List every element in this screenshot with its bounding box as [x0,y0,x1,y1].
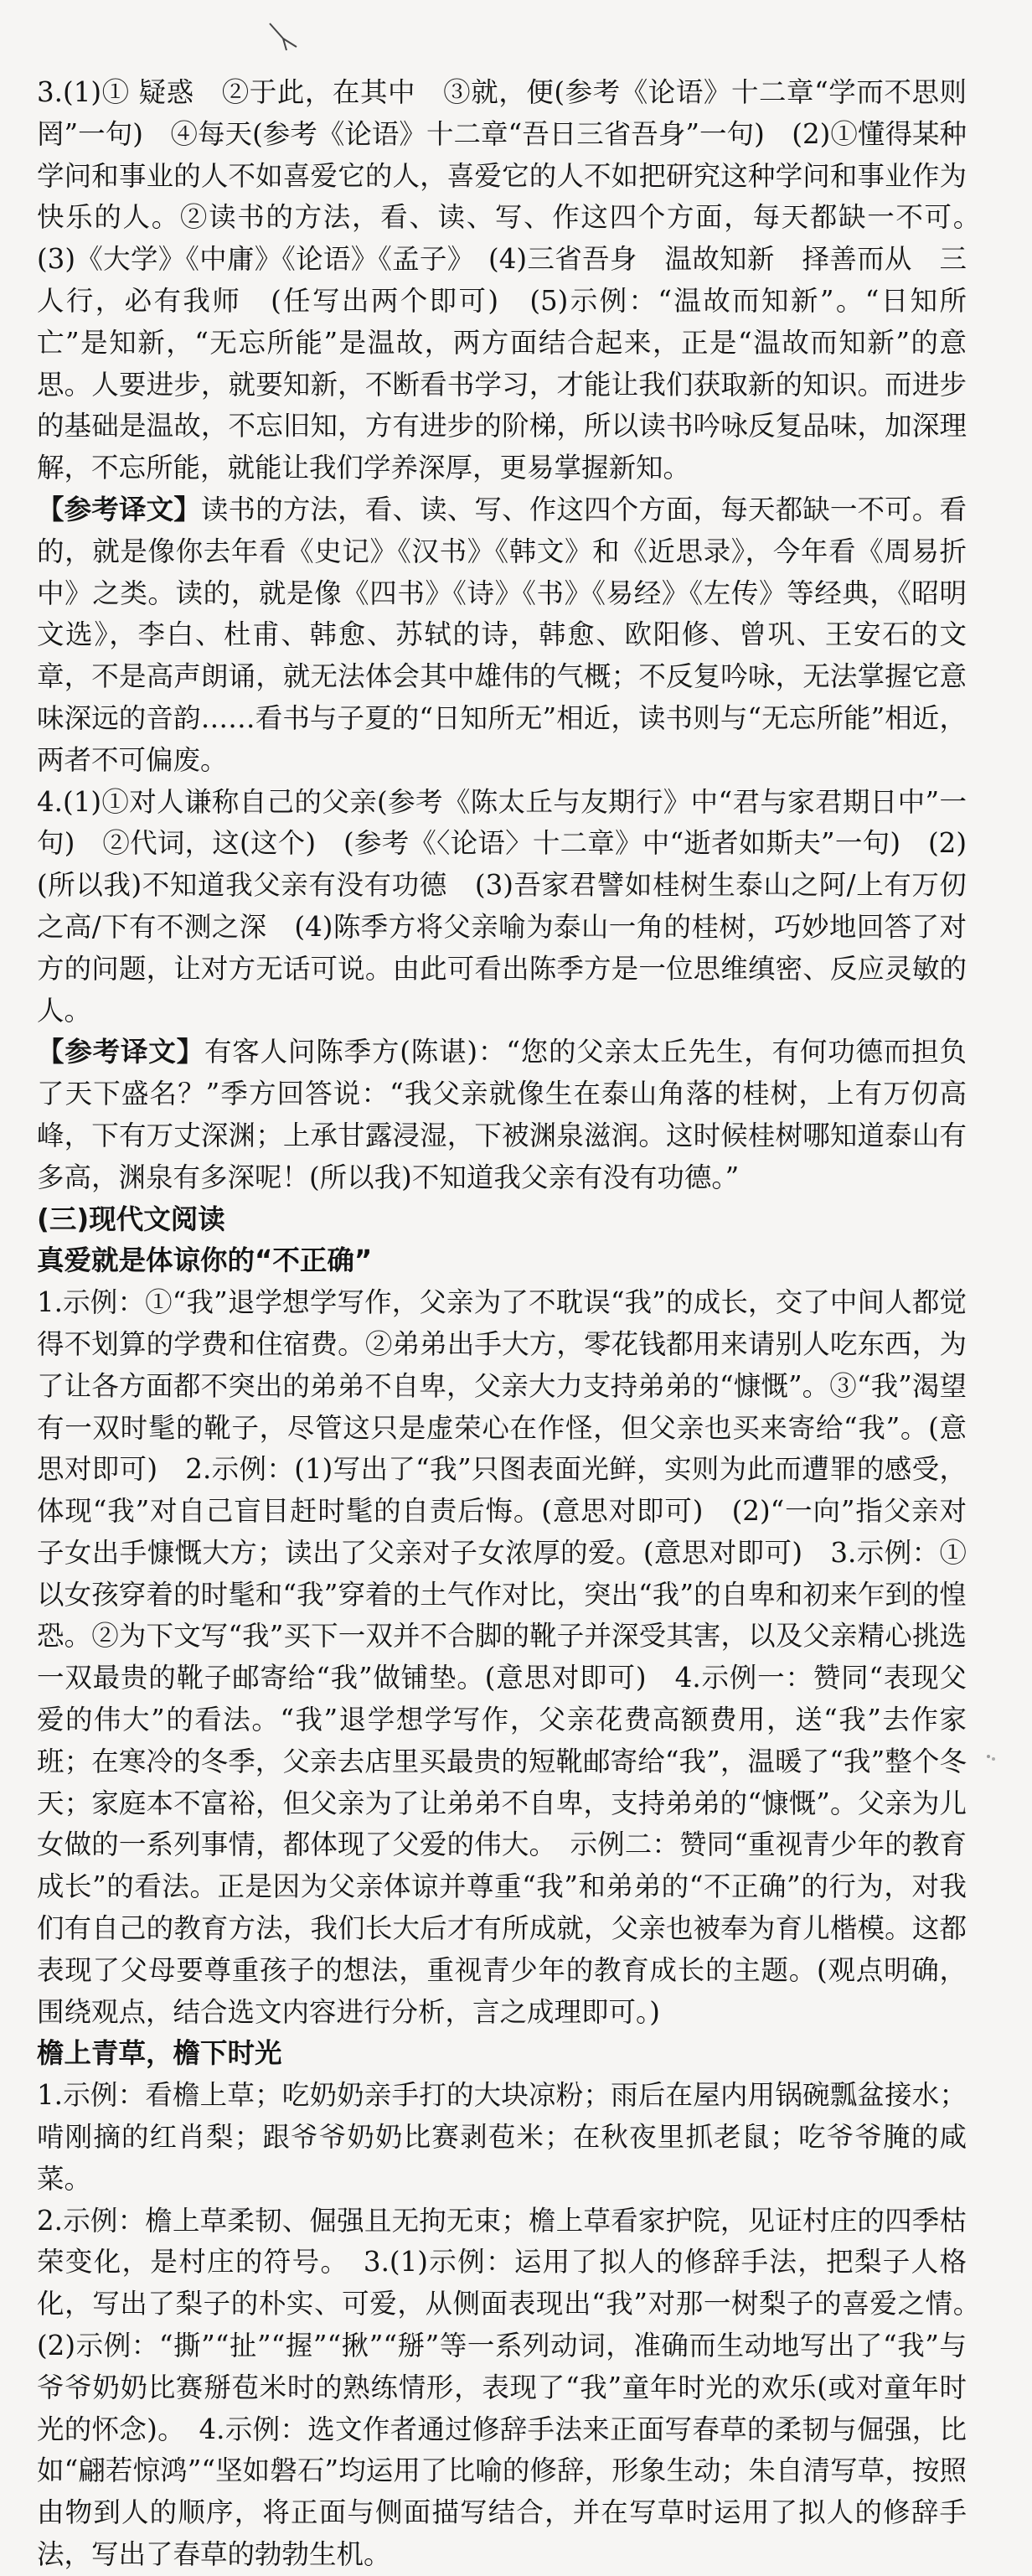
answer-page [37,72,994,2576]
answer-q4 [37,782,967,1032]
article-2-answers-rest [37,2201,994,2576]
translation-2-text: 有客人问陈季方(陈谌)：“您的父亲太丘先生，有何功德而担负了天下盛名？”季方回答说：“我父亲就像生在泰山角落的桂树，上有万仞高峰，下有万丈深渊；上承甘露浸湿，下被渊泉滋润。这时候桂树哪知道泰山有多高，渊泉有多深呢！(所以我)不知道我父亲有没有功德。” [37,1036,967,1193]
translation-label: 【参考译文】 [37,493,201,525]
answer-q3 [37,72,994,489]
translation-2 [37,1032,967,1198]
article-title-1: 真爱就是体谅你的“不正确” [37,1244,373,1277]
section-heading: (三)现代文阅读 [37,1203,225,1235]
article-1-answers [37,1282,967,2033]
article-2-answers-rest-text: 2.示例：檐上草柔韧、倔强且无拘无束；檐上草看家护院，见证村庄的四季枯荣变化，是村庄的符号。 3.(1)示例：运用了拟人的修辞手法，把梨子人格化，写出了梨子的朴实、可爱，从侧面表现出“我”对那一树梨子的喜爱之情。 (2)示例：“撕”“扯”“握”“揪”“掰”等一系列动词，准确而生动地写出了“我”与爷爷奶奶比赛掰苞米时的熟练情形，表现了“我”童年时光的欢乐(或对童年时光的怀念)。 4.示例：选文作者通过修辞手法来正面写春草的柔韧与倔强，比如“翩若惊鸿”“坚如磐石”均运用了比喻的修辞，形象生动；朱自清写草，按照由物到人的顺序，将正面与侧面描写结合，并在写草时运用了拟人的修辞手法，写出了春草的勃勃生机。 [37,2204,994,2571]
answer-q3-text: 3.(1)① 疑惑 ②于此，在其中 ③就，便(参考《论语》十二章“学而不思则罔”一句) ④每天(参考《论语》十二章“吾日三省吾身”一句) (2)①懂得某种学问和事业的人不如喜爱它的人，喜爱它的人不如把研究这种学问和事业作为快乐的人。②读书的方法，看、读、写、作这四个方面，每天都缺一不可。 (3)《大学》《中庸》《论语》《孟子》 (4)三省吾身 温故知新 择善而从 三人行，必有我师 (任写出两个即可) (5)示例：“温故而知新”。“日知所亡”是知新，“无忘所能”是温故，两方面结合起来，正是“温故而知新”的意思。人要进步，就要知新，不断看书学习，才能让我们获取新的知识。而进步的基础是温故，不忘旧知，方有进步的阶梯，所以读书吟咏反复品味，加深理解，不忘所能，就能让我们学养深厚，更易掌握新知。 [37,76,994,484]
article-2-answer-1 [37,2075,967,2200]
translation-1-text: 读书的方法，看、读、写、作这四个方面，每天都缺一不可。看的，就是像你去年看《史记》《汉书》《韩文》和《近思录》，今年看《周易折中》之类。读的，就是像《四书》《诗》《书》《易经》《左传》等经典，《昭明文选》，李白、杜甫、韩愈、苏轼的诗，韩愈、欧阳修、曾巩、王安石的文章，不是高声朗诵，就无法体会其中雄伟的气概；不反复吟咏，无法掌握它意味深远的音韵……看书与子夏的“日知所无”相近，读书则与“无忘所能”相近，两者不可偏废。 [37,493,967,776]
translation-1 [37,489,967,782]
article-1-answers-text: 1.示例：①“我”退学想学写作，父亲为了不耽误“我”的成长，交了中间人都觉得不划算的学费和住宿费。②弟弟出手大方，零花钱都用来请别人吃东西，为了让各方面都不突出的弟弟不自卑，父亲大力支持弟弟的“慷慨”。③“我”渴望有一双时髦的靴子，尽管这只是虚荣心在作怪，但父亲也买来寄给“我”。(意思对即可) 2.示例：(1)写出了“我”只图表面光鲜，实则为此而遭罪的感受，体现“我”对自己盲目赶时髦的自责后悔。(意思对即可) (2)“一向”指父亲对子女出手慷慨大方；读出了父亲对子女浓厚的爱。(意思对即可) 3.示例：①以女孩穿着的时髦和“我”穿着的土气作对比，突出“我”的自卑和初来乍到的惶恐。②为下文写“我”买下一双并不合脚的靴子并深受其害，以及父亲精心挑选一双最贵的靴子邮寄给“我”做铺垫。(意思对即可) 4.示例一：赞同“表现父爱的伟大”的看法。“我”退学想学写作，父亲花费高额费用，送“我”去作家班；在寒冷的冬季，父亲去店里买最贵的短靴邮寄给“我”，温暖了“我”整个冬天；家庭本不富裕，但父亲为了让弟弟不自卑，支持弟弟的“慷慨”。父亲为儿女做的一系列事情，都体现了父爱的伟大。 示例二：赞同“重视青少年的教育成长”的看法。正是因为父亲体谅并尊重“我”和弟弟的“不正确”的行为，对我们有自己的教育方法，我们长大后才有所成就，父亲也被奉为育儿楷模。这都表现了父母要尊重孩子的想法，重视青少年的教育成长的主题。(观点明确，围绕观点，结合选文内容进行分析，言之成理即可。) [37,1286,967,2028]
scan-mark [266,22,300,54]
translation-label: 【参考译文】 [37,1036,204,1068]
answer-q4-text: 4.(1)①对人谦称自己的父亲(参考《陈太丘与友期行》中“君与家君期日中”一句) ②代词，这(这个) (参考《〈论语〉十二章》中“逝者如斯夫”一句) (2)(所以我)不知道我父亲有没有功德 (3)吾家君譬如桂树生泰山之阿/上有万仞之高/下有不测之深 (4)陈季方将父亲喻为泰山一角的桂树，巧妙地回答了对方的问题，让对方无话可说。由此可看出陈季方是一位思维缜密、反应灵敏的人。 [37,785,967,1027]
margin-speck [985,1753,997,1763]
article-title-2: 檐上青草，檐下时光 [37,2037,282,2070]
article-2-answer-1-text: 1.示例：看檐上草；吃奶奶亲手打的大块凉粉；雨后在屋内用锅碗瓢盆接水；啃刚摘的红肖梨；跟爷爷奶奶比赛剥苞米；在秋夜里抓老鼠；吃爷爷腌的咸菜。 [37,2079,967,2195]
